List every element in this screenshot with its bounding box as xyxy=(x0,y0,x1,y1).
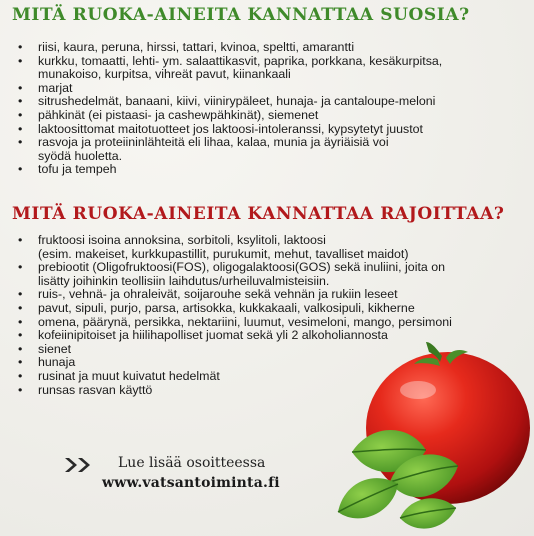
list-item: • rasvoja ja proteiininlähteitä eli lihaa, kalaa, munia ja äyriäisiä voi syödä huoletta. xyxy=(14,136,519,163)
list-item: • riisi, kaura, peruna, hirssi, tattari, kvinoa, speltti, amarantti xyxy=(14,41,519,55)
read-more-label: Lue lisää osoitteessa xyxy=(118,455,266,471)
list-item: • runsas rasvan käyttö xyxy=(14,384,519,398)
list-item: • marjat xyxy=(14,82,519,96)
list-item: • hunaja xyxy=(14,356,519,370)
double-chevron-right-icon xyxy=(64,457,98,473)
list-item: • prebiootit (Oligofruktoosi(FOS), oligogalaktoosi(GOS) sekä inuliini, joita on lisätty joihinkin teollisiin laihdutus/urheiluvalmisteisiin. xyxy=(14,261,519,288)
list-item: • omena, päärynä, persikka, nektariini, luumut, vesimeloni, mango, persimoni xyxy=(14,316,519,330)
list-item: • pavut, sipuli, purjo, parsa, artisokka, kukkakaali, valkosipuli, kikherne xyxy=(14,302,519,316)
website-link[interactable]: www.vatsantoiminta.fi xyxy=(102,475,280,491)
list-item: • ruis-, vehnä- ja ohraleivät, soijarouhe sekä vehnän ja rukiin leseet xyxy=(14,288,519,302)
tomato-basil-image xyxy=(330,342,534,536)
heading-recommended-foods: MITÄ RUOKA-AINEITA KANNATTAA SUOSIA? xyxy=(12,5,470,25)
list-item: • fruktoosi isoina annoksina, sorbitoli, ksylitoli, laktoosi (esim. makeiset, kurkkupastillit, purukumit, mehut, tavalliset maidot) xyxy=(14,234,519,261)
list-item: • sitrushedelmät, banaani, kiivi, viinirypäleet, hunaja- ja cantaloupe-meloni xyxy=(14,95,519,109)
list-item: • kofeiinipitoiset ja hiilihapolliset juomat sekä yli 2 alkoholiannosta xyxy=(14,329,519,343)
recommended-foods-list xyxy=(14,41,519,177)
list-item: • rusinat ja muut kuivatut hedelmät xyxy=(14,370,519,384)
heading-restricted-foods: MITÄ RUOKA-AINEITA KANNATTAA RAJOITTAA? xyxy=(12,204,505,224)
list-item: • tofu ja tempeh xyxy=(14,163,519,177)
list-item: • sienet xyxy=(14,343,519,357)
list-item: • pähkinät (ei pistaasi- ja cashewpähkinät), siemenet xyxy=(14,109,519,123)
list-item: • kurkku, tomaatti, lehti- ym. salaattikasvit, paprika, porkkana, kesäkurpitsa, munakoiso, kurpitsa, vihreät pavut, kiinankaali xyxy=(14,55,519,82)
list-item: • laktoosittomat maitotuotteet jos laktoosi-intoleranssi, kypsytetyt juustot xyxy=(14,123,519,137)
